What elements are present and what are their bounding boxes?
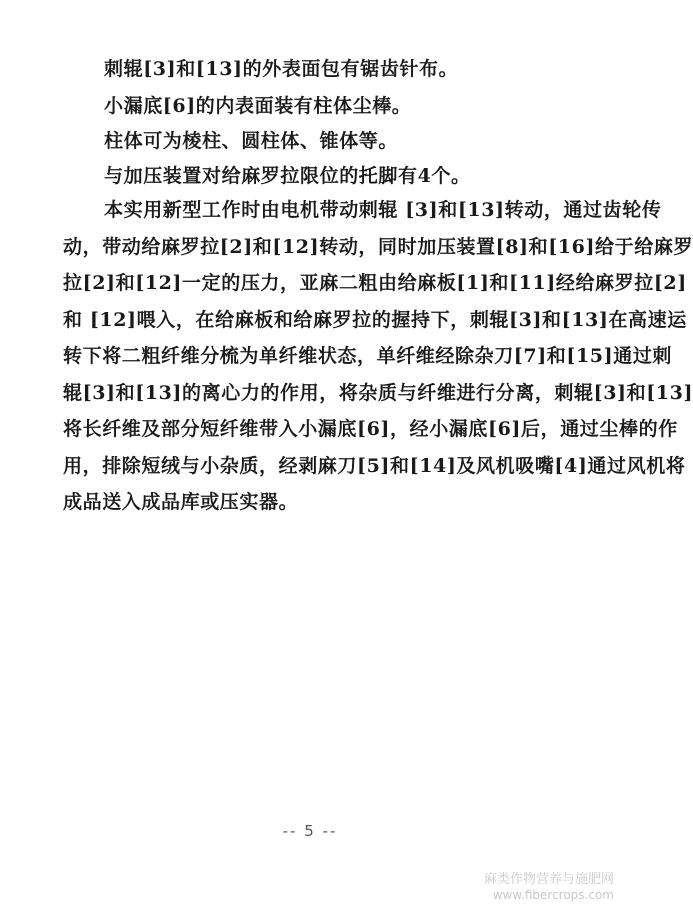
- paragraph-line-9: 成品送入成品库或压实器。: [63, 491, 299, 513]
- paragraph-line-5: 转下将二粗纤维分梳为单纤维状态，单纤维经除杂刀[7]和[15]通过刺: [63, 345, 673, 367]
- paragraph-line-2: 动，带动给麻罗拉[2]和[12]转动，同时加压装置[8]和[16]给于给麻罗: [63, 236, 693, 258]
- text-line-2: 小漏底[6]的内表面装有柱体尘棒。: [104, 95, 412, 117]
- watermark-site-name: 麻类作物营养与施肥网: [483, 872, 614, 887]
- paragraph-line-8: 用，排除短绒与小杂质，经剥麻刀[5]和[14]及风机吸嘴[4]通过风机将: [63, 455, 686, 477]
- text-line-3: 柱体可为棱柱、圆柱体、锥体等。: [104, 130, 399, 152]
- text-line-1: 刺辊[3]和[13]的外表面包有锯齿针布。: [104, 58, 459, 80]
- paragraph-line-4: 和 [12]喂入，在给麻板和给麻罗拉的握持下，刺辊[3]和[13]在高速运: [63, 309, 687, 331]
- site-watermark: [484, 872, 614, 902]
- paragraph-line-1: 本实用新型工作时由电机带动刺辊 [3]和[13]转动，通过齿轮传: [104, 199, 662, 221]
- paragraph-line-7: 将长纤维及部分短纤维带入小漏底[6]，经小漏底[6]后，通过尘棒的作: [63, 418, 678, 440]
- page-number: -- 5 --: [282, 822, 338, 840]
- paragraph-line-6: 辊[3]和[13]的离心力的作用，将杂质与纤维进行分离，刺辊[3]和[13]: [63, 382, 693, 404]
- paragraph-line-3: 拉[2]和[12]一定的压力，亚麻二粗由给麻板[1]和[11]经给麻罗拉[2]: [63, 272, 687, 294]
- text-line-4: 与加压装置对给麻罗拉限位的托脚有4个。: [104, 165, 471, 187]
- watermark-url: www.fibercrops.com: [492, 888, 614, 902]
